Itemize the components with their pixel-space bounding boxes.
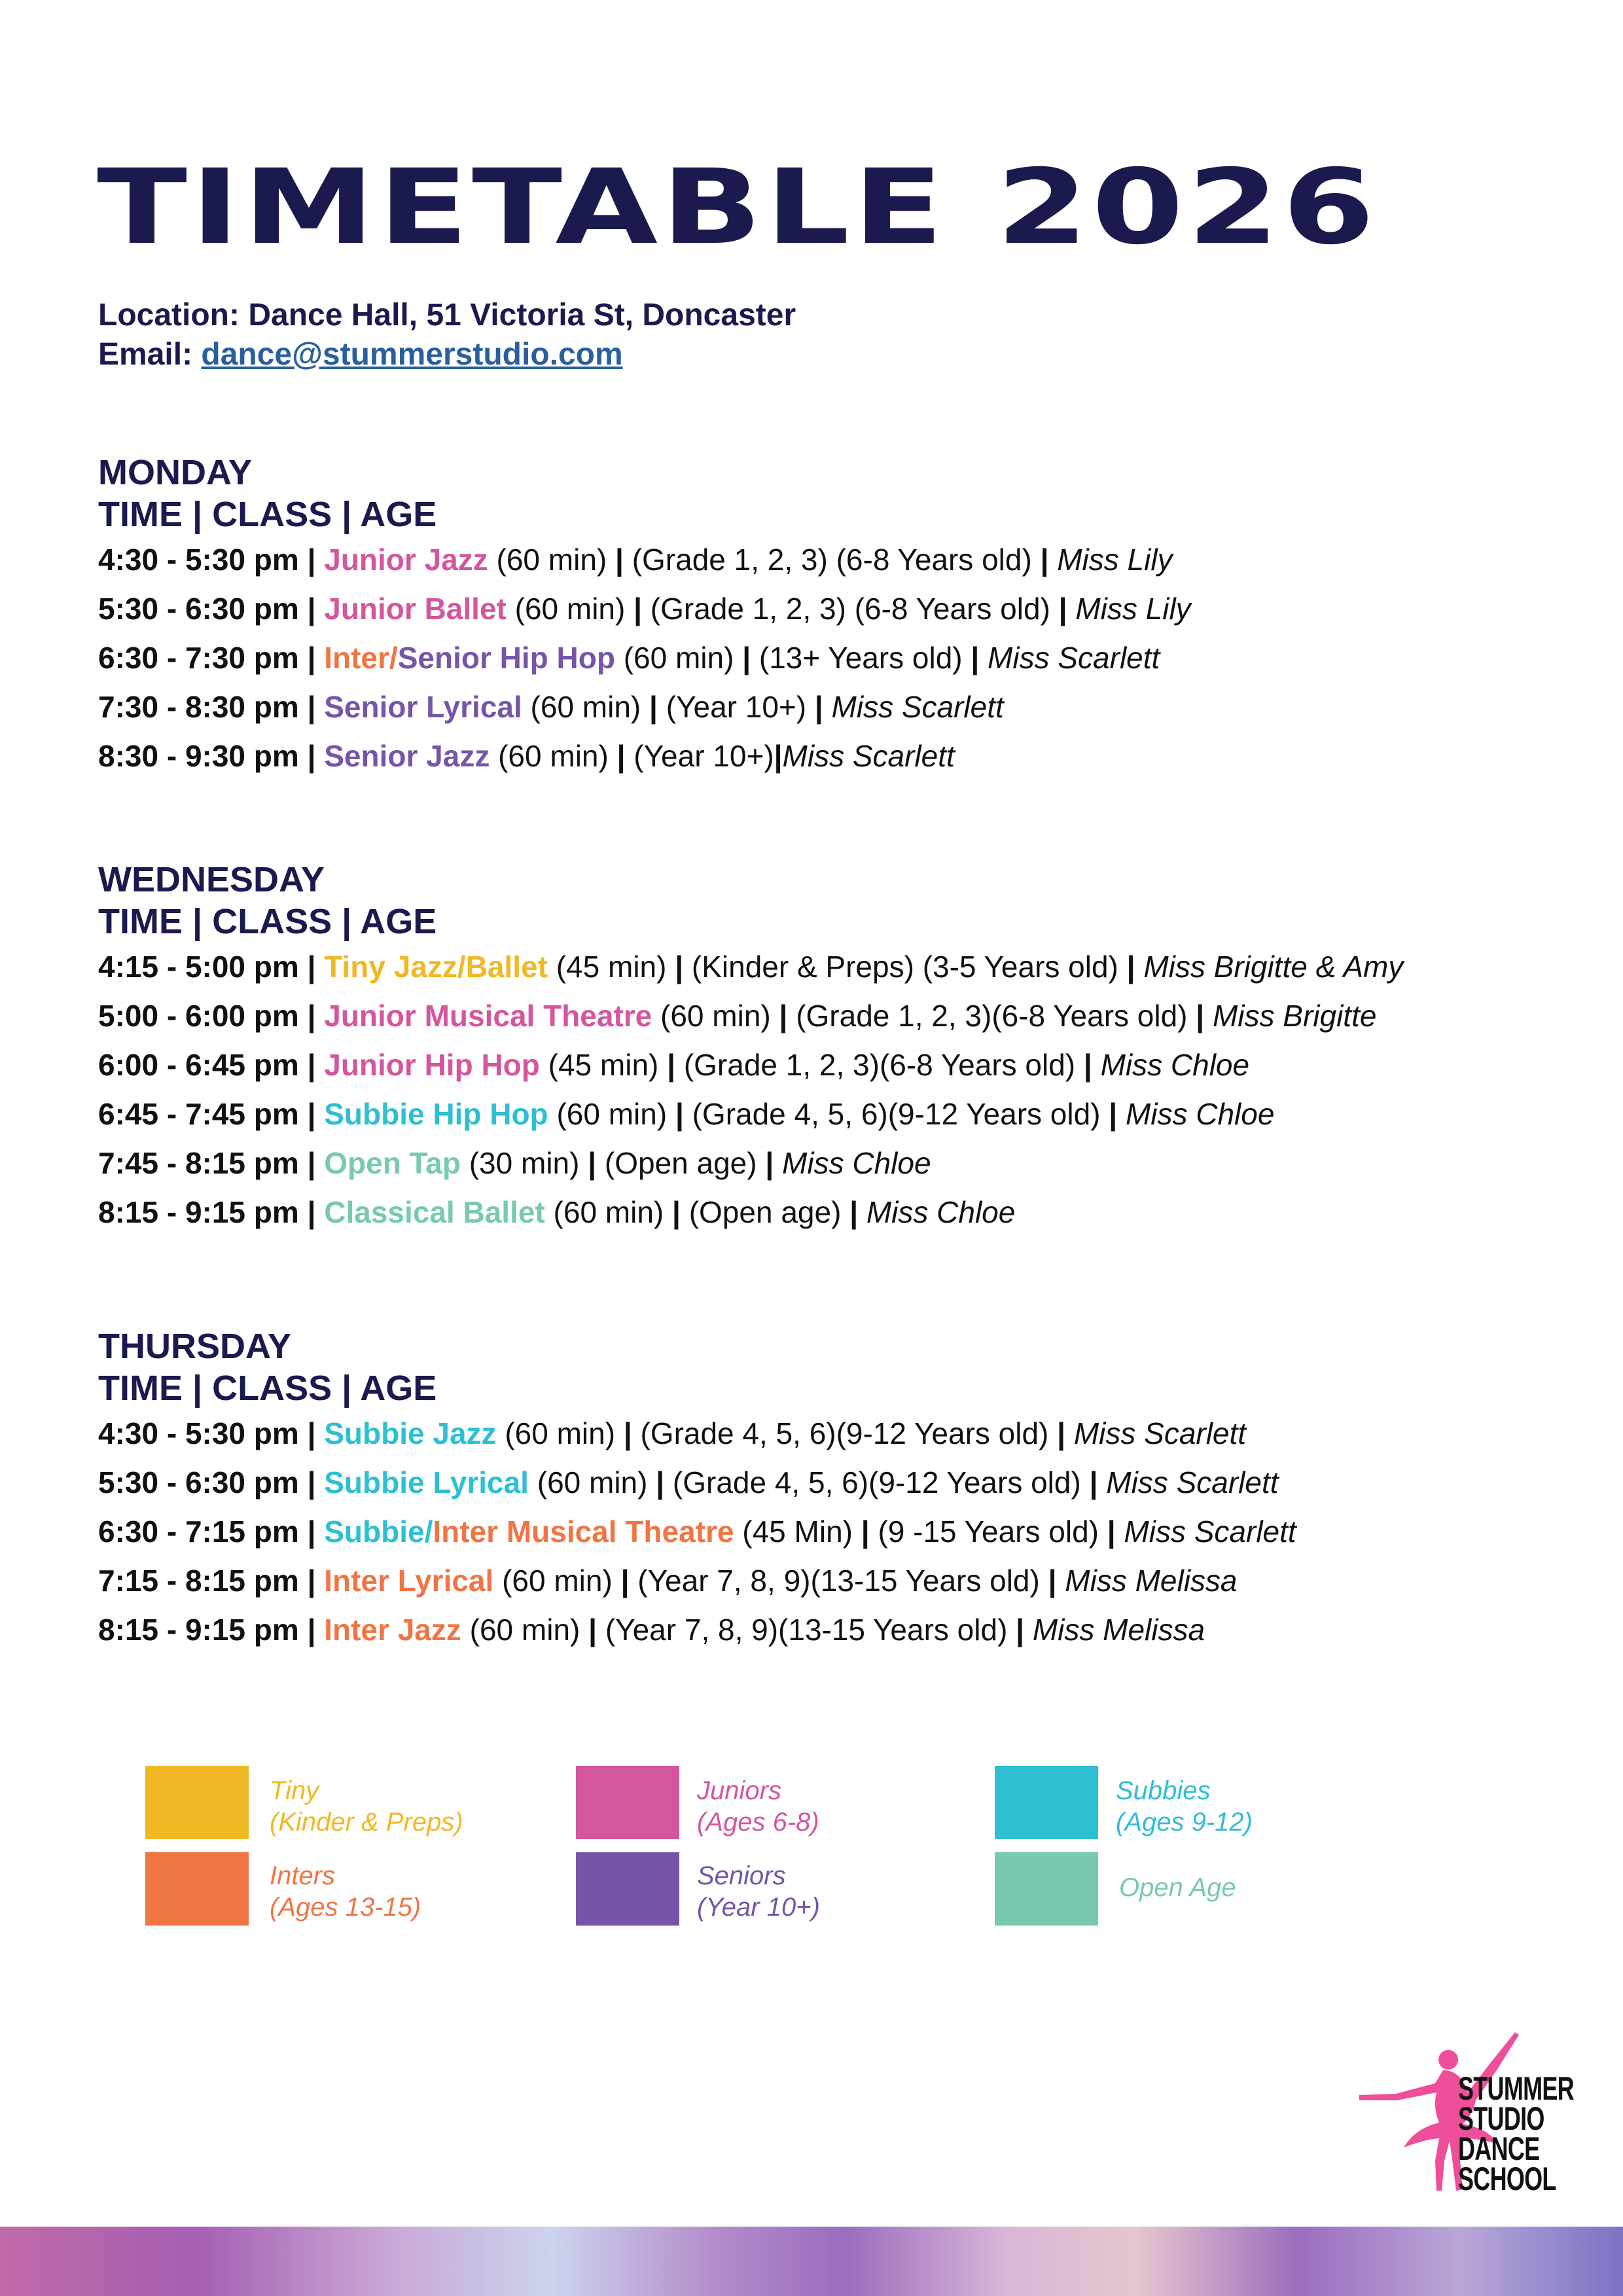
legend-label-open-age: Open Age [1119, 1873, 1236, 1902]
day-header-row: TIME | CLASS | AGE [98, 902, 437, 941]
class-age: (Year 7, 8, 9)(13-15 Years old) [605, 1613, 1008, 1647]
class-name: Senior Jazz [324, 739, 490, 773]
legend-label-juniors: Juniors (Ages 6-8) [697, 1776, 819, 1837]
class-teacher: Miss Lily [1075, 592, 1191, 626]
class-row: 4:30 - 5:30 pm | Subbie Jazz (60 min) | (Grade 4, 5, 6)(9-12 Years old) | Miss Scarlett [98, 1416, 1247, 1450]
class-duration: (60 min) [537, 1465, 648, 1499]
legend-label-subbies: Subbies (Ages 9-12) [1116, 1776, 1253, 1837]
class-row: 4:30 - 5:30 pm | Junior Jazz (60 min) | (Grade 1, 2, 3) (6-8 Years old) | Miss Lily [98, 543, 1173, 577]
footer-gradient-band [0, 2227, 1623, 2296]
day-wednesday [98, 859, 1403, 1237]
class-age: (Grade 4, 5, 6)(9-12 Years old) [672, 1465, 1081, 1499]
class-age: (Grade 1, 2, 3) (6-8 Years old) [650, 592, 1050, 626]
class-name: Junior Ballet [324, 592, 507, 626]
class-teacher: Miss Lily [1057, 543, 1173, 577]
class-row: 8:30 - 9:30 pm | Senior Jazz (60 min) | (Year 10+)|Miss Scarlett [98, 739, 955, 773]
class-age: (Year 7, 8, 9)(13-15 Years old) [637, 1564, 1040, 1598]
class-duration: (60 min) [505, 1416, 616, 1450]
class-time: 5:30 - 6:30 pm [98, 592, 299, 626]
class-name: Subbie/ [324, 1515, 433, 1549]
class-name: Junior Hip Hop [324, 1048, 540, 1082]
class-duration: (45 min) [556, 950, 667, 984]
class-time: 6:45 - 7:45 pm [98, 1097, 299, 1131]
legend-swatch-inters [145, 1852, 249, 1926]
class-age: (Year 10+) [666, 690, 807, 724]
class-time: 6:30 - 7:30 pm [98, 641, 299, 675]
class-age: (Grade 1, 2, 3)(6-8 Years old) [796, 999, 1188, 1033]
contact-info [98, 296, 796, 374]
class-teacher: Miss Scarlett [1124, 1515, 1296, 1549]
legend-swatch-juniors [576, 1766, 679, 1839]
day-header-row: TIME | CLASS | AGE [98, 1369, 437, 1408]
class-teacher: Miss Scarlett [1073, 1416, 1247, 1450]
class-duration: (60 min) [498, 739, 609, 773]
class-teacher: Miss Chloe [1125, 1097, 1275, 1131]
class-time: 4:15 - 5:00 pm [98, 950, 299, 984]
class-teacher: Miss Brigitte & Amy [1143, 950, 1404, 984]
email-line [98, 335, 796, 374]
class-duration: (60 min) [502, 1564, 613, 1598]
class-name: Inter/ [324, 641, 398, 675]
class-duration: (60 min) [530, 690, 641, 724]
class-duration: (60 min) [514, 592, 626, 626]
class-teacher: Miss Scarlett [1106, 1465, 1279, 1499]
class-name: Inter Lyrical [324, 1564, 494, 1598]
legend-swatch-subbies [995, 1766, 1098, 1839]
logo-wordmark: STUMMER STUDIO DANCE SCHOOL [1458, 2070, 1574, 2197]
class-teacher: Miss Scarlett [831, 690, 1004, 724]
page-title: TIMETABLE 2026 [97, 147, 1378, 268]
day-header-row: TIME | CLASS | AGE [98, 495, 437, 534]
class-age: (Grade 4, 5, 6)(9-12 Years old) [640, 1416, 1049, 1450]
class-teacher: Miss Chloe [866, 1195, 1016, 1229]
class-time: 5:00 - 6:00 pm [98, 999, 299, 1033]
class-teacher: Miss Melissa [1032, 1613, 1205, 1647]
location-label: Location: [98, 298, 240, 332]
day-name: WEDNESDAY [98, 860, 325, 899]
email-link[interactable]: dance@stummerstudio.com [201, 337, 623, 372]
class-duration: (60 min) [623, 641, 734, 675]
class-row: 5:00 - 6:00 pm | Junior Musical Theatre (60 min) | (Grade 1, 2, 3)(6-8 Years old) | Miss Brigitte [98, 999, 1377, 1033]
class-name: Subbie Hip Hop [324, 1097, 548, 1131]
class-age: (Year 10+) [633, 739, 774, 773]
class-name: Classical Ballet [324, 1195, 545, 1229]
class-time: 7:30 - 8:30 pm [98, 690, 299, 724]
class-row: 6:00 - 6:45 pm | Junior Hip Hop (45 min) | (Grade 1, 2, 3)(6-8 Years old) | Miss Chloe [98, 1048, 1250, 1082]
class-time: 8:15 - 9:15 pm [98, 1613, 299, 1647]
class-time: 8:30 - 9:30 pm [98, 739, 299, 773]
legend-swatch-tiny [145, 1766, 249, 1839]
day-name: MONDAY [98, 453, 253, 492]
class-teacher: Miss Brigitte [1212, 999, 1377, 1033]
class-teacher: Miss Chloe [1100, 1048, 1250, 1082]
class-time: 8:15 - 9:15 pm [98, 1195, 299, 1229]
day-thursday [98, 1325, 1296, 1655]
legend-label-tiny: Tiny (Kinder & Preps) [270, 1776, 463, 1837]
class-name: Subbie Jazz [324, 1416, 497, 1450]
legend-label-seniors: Seniors (Year 10+) [697, 1861, 820, 1922]
class-name: Senior Hip Hop [397, 641, 615, 675]
day-monday [98, 452, 1191, 781]
class-row: 7:30 - 8:30 pm | Senior Lyrical (60 min) | (Year 10+) | Miss Scarlett [98, 690, 1004, 724]
day-name: THURSDAY [98, 1327, 292, 1366]
class-row: 5:30 - 6:30 pm | Subbie Lyrical (60 min) | (Grade 4, 5, 6)(9-12 Years old) | Miss Scarlett [98, 1465, 1279, 1499]
class-row: 8:15 - 9:15 pm | Inter Jazz (60 min) | (Year 7, 8, 9)(13-15 Years old) | Miss Melissa [98, 1613, 1205, 1647]
class-age: (Grade 1, 2, 3)(6-8 Years old) [683, 1048, 1076, 1082]
class-time: 4:30 - 5:30 pm [98, 1416, 299, 1450]
class-row: 6:30 - 7:30 pm | Inter/Senior Hip Hop (60 min) | (13+ Years old) | Miss Scarlett [98, 641, 1160, 675]
class-row: 8:15 - 9:15 pm | Classical Ballet (60 min) | (Open age) | Miss Chloe [98, 1195, 1016, 1229]
class-time: 6:30 - 7:15 pm [98, 1515, 299, 1549]
class-teacher: Miss Scarlett [988, 641, 1160, 675]
class-duration: (60 min) [556, 1097, 668, 1131]
class-time: 7:45 - 8:15 pm [98, 1146, 299, 1180]
class-age: (Grade 1, 2, 3) (6-8 Years old) [632, 543, 1032, 577]
class-age: (Open age) [688, 1195, 842, 1229]
class-age: (13+ Years old) [758, 641, 963, 675]
legend-label-inters: Inters (Ages 13-15) [270, 1861, 421, 1922]
class-time: 4:30 - 5:30 pm [98, 543, 299, 577]
class-name: Open Tap [324, 1146, 461, 1180]
legend-swatch-open-age [995, 1852, 1098, 1926]
class-duration: (45 min) [548, 1048, 659, 1082]
class-name: Subbie Lyrical [324, 1465, 529, 1499]
email-label: Email: [98, 337, 193, 372]
class-row: 7:15 - 8:15 pm | Inter Lyrical (60 min) | (Year 7, 8, 9)(13-15 Years old) | Miss Melissa [98, 1564, 1238, 1598]
class-time: 5:30 - 6:30 pm [98, 1465, 299, 1499]
class-name: Inter Musical Theatre [433, 1515, 734, 1549]
class-duration: (45 Min) [742, 1515, 853, 1549]
class-row: 6:30 - 7:15 pm | Subbie/Inter Musical Theatre (45 Min) | (9 -15 Years old) | Miss Scarlett [98, 1515, 1296, 1549]
class-duration: (60 min) [496, 543, 607, 577]
class-name: Inter Jazz [324, 1613, 461, 1647]
class-teacher: Miss Chloe [782, 1146, 931, 1180]
class-row: 7:45 - 8:15 pm | Open Tap (30 min) | (Open age) | Miss Chloe [98, 1146, 931, 1180]
class-teacher: Miss Scarlett [782, 739, 955, 773]
class-time: 7:15 - 8:15 pm [98, 1564, 299, 1598]
class-name: Tiny Jazz/Ballet [324, 950, 548, 984]
class-age: (Open age) [604, 1146, 757, 1180]
class-duration: (60 min) [660, 999, 771, 1033]
class-duration: (60 min) [469, 1613, 580, 1647]
class-teacher: Miss Melissa [1065, 1564, 1238, 1598]
class-duration: (30 min) [469, 1146, 580, 1180]
class-age: (Grade 4, 5, 6)(9-12 Years old) [692, 1097, 1101, 1131]
location-value: Dance Hall, 51 Victoria St, Doncaster [248, 298, 796, 332]
location-line [98, 296, 796, 335]
class-age: (Kinder & Preps) (3-5 Years old) [691, 950, 1118, 984]
class-duration: (60 min) [553, 1195, 664, 1229]
class-row: 5:30 - 6:30 pm | Junior Ballet (60 min) | (Grade 1, 2, 3) (6-8 Years old) | Miss Lily [98, 592, 1191, 626]
class-row: 4:15 - 5:00 pm | Tiny Jazz/Ballet (45 min) | (Kinder & Preps) (3-5 Years old) | Miss Brigitte & Amy [98, 950, 1404, 984]
class-age: (9 -15 Years old) [878, 1515, 1099, 1549]
class-time: 6:00 - 6:45 pm [98, 1048, 299, 1082]
class-name: Junior Jazz [324, 543, 488, 577]
legend-swatch-seniors [576, 1852, 679, 1926]
class-name: Junior Musical Theatre [324, 999, 652, 1033]
class-row: 6:45 - 7:45 pm | Subbie Hip Hop (60 min) | (Grade 4, 5, 6)(9-12 Years old) | Miss Chloe [98, 1097, 1275, 1131]
class-name: Senior Lyrical [324, 690, 522, 724]
